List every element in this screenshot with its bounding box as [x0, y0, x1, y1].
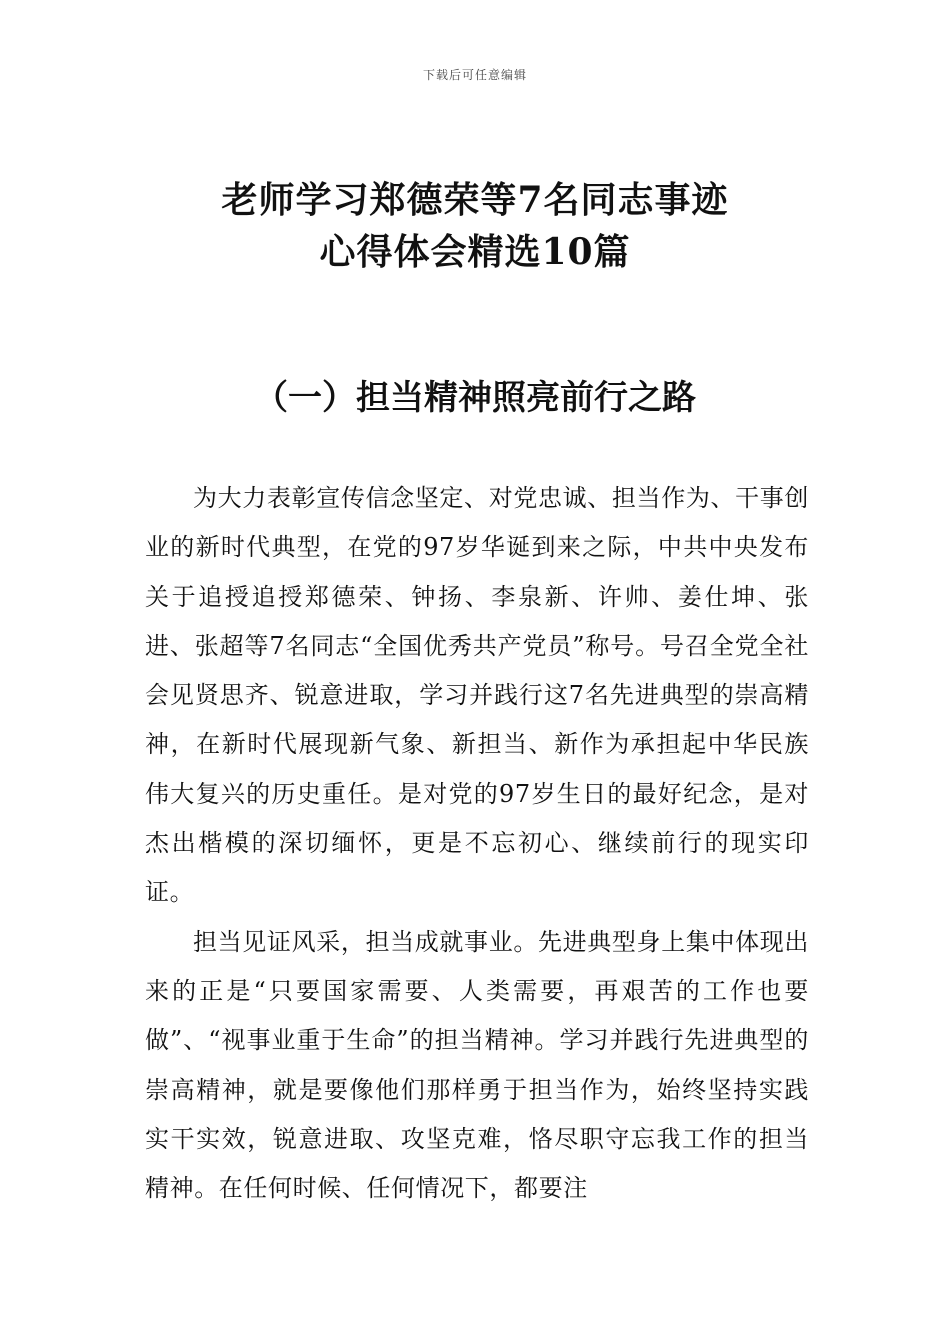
section-heading: （一）担当精神照亮前行之路: [254, 378, 696, 418]
document-title: [0, 174, 950, 278]
header-note: 下载后可任意编辑: [422, 68, 527, 82]
paragraph-1: 为大力表彰宣传信念坚定、对党忠诚、担当作为、干事创业的新时代典型，在党的97岁华诞到来之际，中共中央发布关于追授追授郑德荣、钟扬、李泉新、许帅、姜仕坤、张进、张超等7名同志“全国优秀共产党员”称号。号召全党全社会见贤思齐、锐意进取，学习并践行这7名先进典型的崇高精神，在新时代展现新气象、新担当、新作为承担起中华民族伟大复兴的历史重任。是对党的97岁生日的最好纪念，是对杰出楷模的深切缅怀，更是不忘初心、继续前行的现实印证。: [145, 484, 809, 907]
title-line-2: 心得体会精选10篇: [319, 231, 631, 273]
paragraph-2: 担当见证风采，担当成就事业。先进典型身上集中体现出来的正是“只要国家需要、人类需要，再艰苦的工作也要做”、“视事业重于生命”的担当精神。学习并践行先进典型的崇高精神，就是要像他们那样勇于担当作为，始终坚持实践实干实效，锐意进取、攻坚克难，恪尽职守忘我工作的担当精神。在任何时候、任何情况下，都要注: [145, 927, 809, 1203]
body-text: [145, 474, 809, 1274]
title-line-1: 老师学习郑德荣等7名同志事迹: [221, 179, 729, 221]
